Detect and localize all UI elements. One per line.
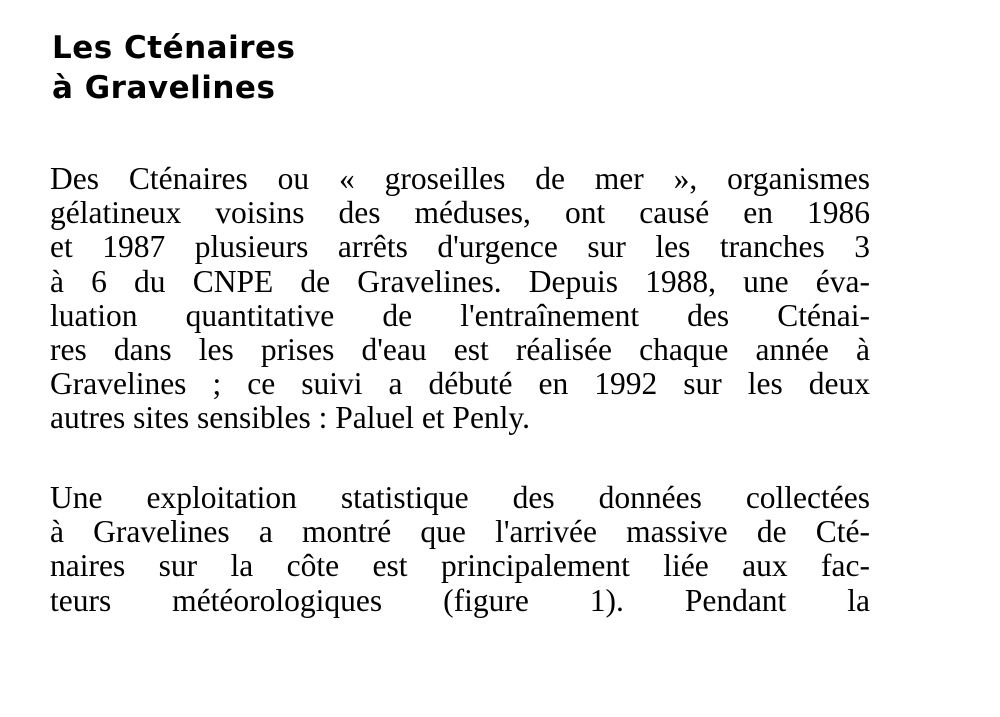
paragraph-line: Une exploitation statistique des données collectées [50, 480, 870, 515]
paragraph-2 [50, 481, 870, 618]
paragraph-line: gélatineux voisins des méduses, ont causé en 1986 [50, 195, 870, 231]
paragraph-line: Des Cténaires ou « groseilles de mer », organismes [50, 161, 870, 196]
paragraph-1 [50, 162, 870, 436]
paragraph-line: à Gravelines a montré que l'arrivée massive de Cté- [50, 514, 870, 550]
paragraph-line: autres sites sensibles : Paluel et Penly. [50, 400, 531, 436]
paragraph-line: à 6 du CNPE de Gravelines. Depuis 1988, une éva- [50, 263, 870, 299]
paragraph-line: naires sur la côte est principalement liée aux fac- [50, 548, 870, 584]
title-line-2: à Gravelines [52, 70, 276, 106]
paragraph-line: res dans les prises d'eau est réalisée chaque année à [50, 332, 870, 368]
paragraph-line: teurs météorologiques (figure 1). Pendant la [50, 582, 870, 618]
paragraph-line: et 1987 plusieurs arrêts d'urgence sur les tranches 3 [50, 229, 870, 265]
article-title [52, 28, 296, 108]
title-line-1: Les Cténaires [52, 30, 296, 66]
paragraph-line: luation quantitative de l'entraînement des Cténai- [50, 297, 870, 333]
paragraph-line: Gravelines ; ce suivi a débuté en 1992 sur les deux [50, 366, 870, 402]
